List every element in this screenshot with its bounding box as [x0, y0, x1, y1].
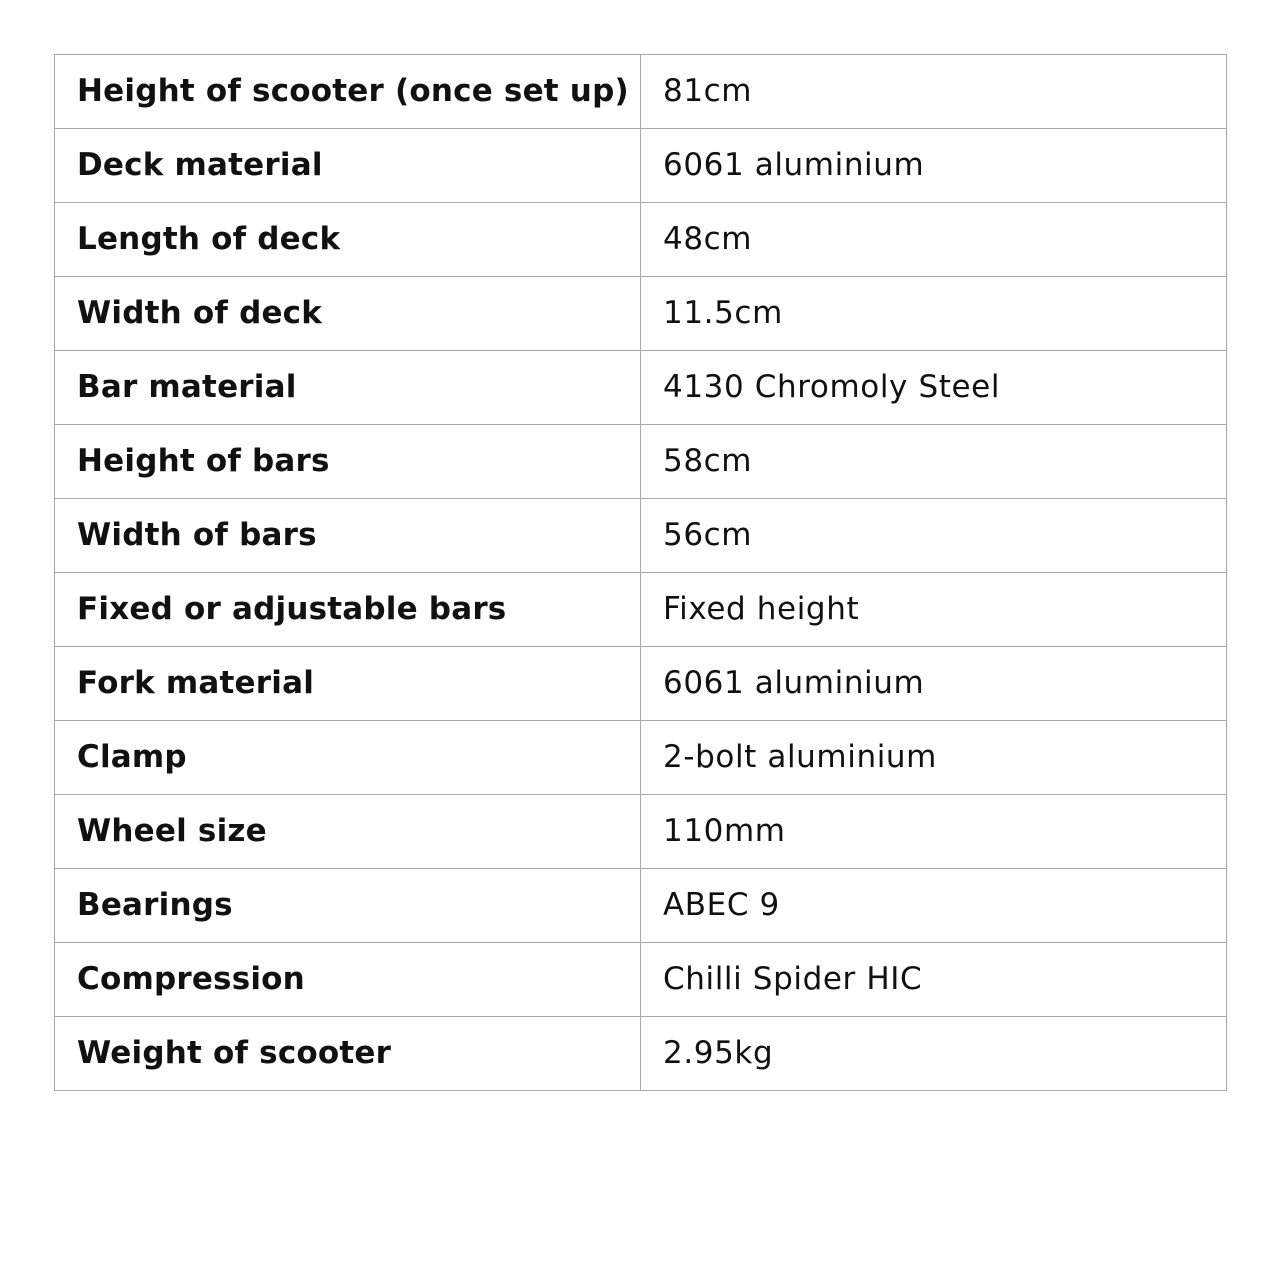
- spec-label: Height of scooter (once set up): [55, 55, 641, 129]
- spec-label: Width of deck: [55, 277, 641, 351]
- spec-value: Chilli Spider HIC: [641, 943, 1227, 1017]
- spec-label: Fixed or adjustable bars: [55, 573, 641, 647]
- spec-value: 81cm: [641, 55, 1227, 129]
- spec-table-body: [55, 55, 1227, 1091]
- table-row: [55, 55, 1227, 129]
- spec-label: Bar material: [55, 351, 641, 425]
- spec-value: 56cm: [641, 499, 1227, 573]
- spec-label: Clamp: [55, 721, 641, 795]
- spec-value: ABEC 9: [641, 869, 1227, 943]
- table-row: [55, 351, 1227, 425]
- table-row: [55, 573, 1227, 647]
- spec-value: 6061 aluminium: [641, 647, 1227, 721]
- table-row: [55, 647, 1227, 721]
- spec-label: Deck material: [55, 129, 641, 203]
- table-row: [55, 499, 1227, 573]
- spec-label: Width of bars: [55, 499, 641, 573]
- table-row: [55, 203, 1227, 277]
- table-row: [55, 795, 1227, 869]
- table-row: [55, 277, 1227, 351]
- spec-value: 48cm: [641, 203, 1227, 277]
- table-row: [55, 943, 1227, 1017]
- spec-label: Height of bars: [55, 425, 641, 499]
- spec-value: 11.5cm: [641, 277, 1227, 351]
- spec-label: Wheel size: [55, 795, 641, 869]
- spec-value: Fixed height: [641, 573, 1227, 647]
- spec-label: Length of deck: [55, 203, 641, 277]
- spec-table: [54, 54, 1227, 1091]
- table-row: [55, 721, 1227, 795]
- spec-label: Fork material: [55, 647, 641, 721]
- spec-label: Bearings: [55, 869, 641, 943]
- table-row: [55, 1017, 1227, 1091]
- spec-value: 110mm: [641, 795, 1227, 869]
- spec-value: 2-bolt aluminium: [641, 721, 1227, 795]
- spec-label: Compression: [55, 943, 641, 1017]
- table-row: [55, 129, 1227, 203]
- spec-value: 4130 Chromoly Steel: [641, 351, 1227, 425]
- table-row: [55, 425, 1227, 499]
- spec-value: 58cm: [641, 425, 1227, 499]
- table-row: [55, 869, 1227, 943]
- spec-label: Weight of scooter: [55, 1017, 641, 1091]
- spec-value: 6061 aluminium: [641, 129, 1227, 203]
- spec-value: 2.95kg: [641, 1017, 1227, 1091]
